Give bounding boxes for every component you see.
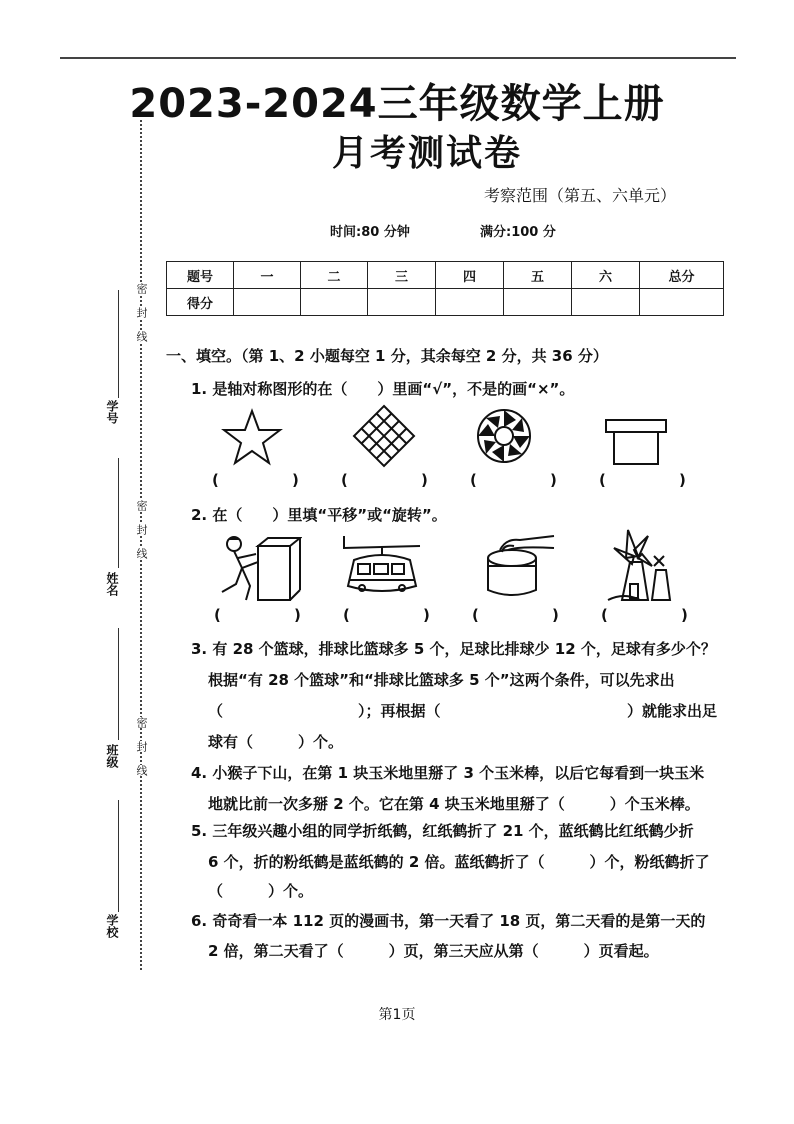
windmill-icon [604, 526, 684, 604]
jar-lid-icon [478, 528, 558, 602]
table-cell: 二 [301, 262, 368, 289]
seal-char: 线 [135, 765, 148, 776]
answer-blank[interactable]: ( ) [341, 471, 428, 489]
question-3-line-4: 球有（ ）个。 [208, 733, 344, 751]
page-title: 2023-2024三年级数学上册 [129, 81, 665, 127]
question-3-line-3a: （ ）；再根据（ [208, 702, 441, 720]
table-cell: 一 [234, 262, 301, 289]
school-fill-line[interactable] [118, 800, 119, 912]
score-cell[interactable] [234, 289, 301, 316]
seal-char: 封 [135, 307, 148, 318]
table-cell: 题号 [167, 262, 234, 289]
top-rule [60, 57, 736, 59]
question-1: 1. 是轴对称图形的在（ ）里画“√”，不是的画“×”。 [191, 380, 575, 398]
score-cell[interactable] [504, 289, 572, 316]
seal-char: 密 [135, 717, 148, 728]
answer-blank[interactable]: ( ) [472, 606, 559, 624]
diamond-lattice-icon [352, 404, 416, 468]
seal-dotted-line [140, 120, 142, 970]
seal-char: 封 [135, 524, 148, 535]
question-5-line-1: 5. 三年级兴趣小组的同学折纸鹤，红纸鹤折了 21 个，蓝纸鹤比红纸鹤少折 [191, 822, 694, 840]
score-cell[interactable] [301, 289, 368, 316]
person-pushing-box-icon [212, 532, 302, 604]
question-5-line-2: 6 个，折的粉纸鹤是蓝纸鹤的 2 倍。蓝纸鹤折了（ ）个，粉纸鹤折了 [208, 853, 710, 871]
seal-char: 线 [135, 548, 148, 559]
class-fill-line[interactable] [118, 628, 119, 740]
table-cell: 总分 [640, 262, 724, 289]
seal-char: 封 [135, 741, 148, 752]
answer-blank[interactable]: ( ) [599, 471, 686, 489]
table-cell: 四 [436, 262, 504, 289]
school-label: 学校 [105, 914, 119, 938]
exam-full-score: 满分:100 分 [480, 225, 556, 240]
question-5-line-3: （ ）个。 [208, 882, 314, 900]
question-2: 2. 在（ ）里填“平移”或“旋转”。 [191, 506, 447, 524]
question-3-line-1: 3. 有 28 个篮球，排球比篮球多 5 个，足球比排球少 12 个，足球有多少个？ [191, 640, 716, 658]
question-4-line-1: 4. 小猴子下山，在第 1 块玉米地里掰了 3 个玉米棒，以后它每看到一块玉米 [191, 764, 705, 782]
name-fill-line[interactable] [118, 458, 119, 568]
score-table [166, 261, 724, 316]
star-icon [220, 408, 284, 466]
class-label: 班级 [105, 744, 119, 768]
seal-char: 密 [135, 283, 148, 294]
table-cell: 六 [572, 262, 640, 289]
answer-blank[interactable]: ( ) [470, 471, 557, 489]
exam-time: 时间:80 分钟 [330, 225, 410, 240]
question-6-line-1: 6. 奇奇看一本 112 页的漫画书，第一天看了 18 页，第二天看的是第一天的 [191, 912, 706, 930]
seal-char: 线 [135, 331, 148, 342]
answer-blank[interactable]: ( ) [214, 606, 301, 624]
table-row [167, 262, 724, 289]
answer-blank[interactable]: ( ) [601, 606, 688, 624]
score-cell[interactable] [572, 289, 640, 316]
cable-car-icon [340, 534, 424, 600]
score-cell[interactable] [436, 289, 504, 316]
page-number: 第1页 [378, 1007, 416, 1023]
name-label: 姓名 [105, 572, 119, 596]
table-cell: 五 [504, 262, 572, 289]
question-3-line-2: 根据“有 28 个篮球”和“排球比篮球多 5 个”这两个条件，可以先求出 [208, 671, 675, 689]
seal-char: 密 [135, 500, 148, 511]
top-hat-shape-icon [604, 418, 668, 466]
section-heading: 一、填空。（第 1、2 小题每空 1 分，其余每空 2 分，共 36 分） [166, 347, 608, 365]
table-row [167, 289, 724, 316]
student-id-label: 学号 [105, 400, 119, 424]
question-3-line-3b: ）就能求出足 [627, 702, 718, 720]
table-cell: 三 [368, 262, 436, 289]
answer-blank[interactable]: ( ) [343, 606, 430, 624]
student-id-fill-line[interactable] [118, 290, 119, 398]
question-4-line-2: 地就比前一次多掰 2 个。它在第 4 块玉米地里掰了（ ）个玉米棒。 [208, 795, 700, 813]
exam-scope: 考察范围（第五、六单元） [483, 186, 676, 205]
score-cell[interactable] [368, 289, 436, 316]
question-6-line-2: 2 倍，第二天看了（ ）页，第三天应从第（ ）页看起。 [208, 942, 659, 960]
score-cell[interactable] [640, 289, 724, 316]
answer-blank[interactable]: ( ) [212, 471, 299, 489]
pinwheel-icon [474, 406, 534, 466]
table-cell: 得分 [167, 289, 234, 316]
page-subtitle: 月考测试卷 [331, 133, 522, 174]
